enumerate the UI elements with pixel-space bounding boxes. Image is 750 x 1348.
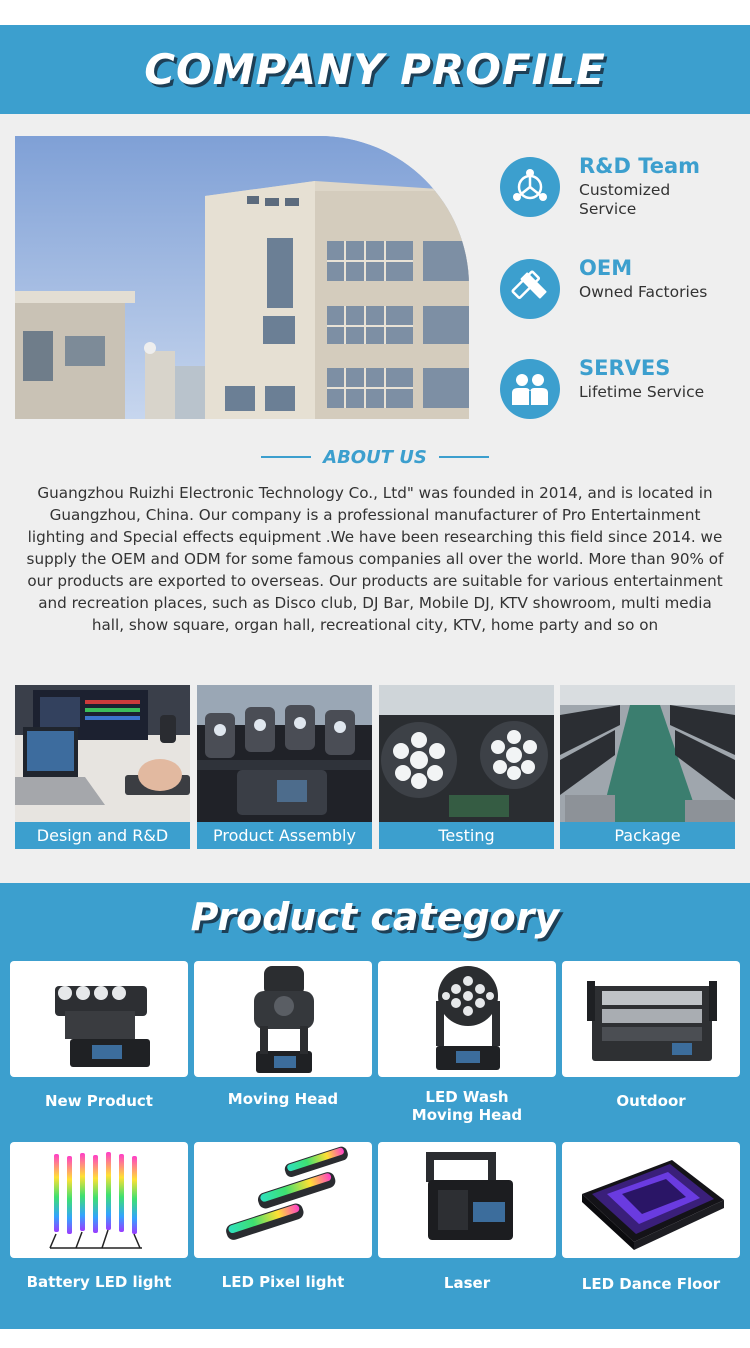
design-rd-photo	[15, 685, 190, 822]
product-card-outdoor[interactable]	[562, 961, 740, 1077]
category-label: LED Dance Floor	[581, 1275, 721, 1293]
company-profile-banner	[0, 25, 750, 114]
package-photo	[560, 685, 735, 822]
feature-serves	[500, 356, 740, 421]
process-design-rd	[15, 685, 190, 849]
testing-photo	[379, 685, 554, 822]
moving-head-image	[194, 961, 372, 1077]
product-card-led-wash[interactable]	[378, 961, 556, 1077]
divider	[439, 456, 489, 458]
about-us-title: ABOUT US	[323, 446, 427, 468]
product-card-led-pixel[interactable]	[194, 1142, 372, 1258]
product-category-section	[0, 883, 750, 1329]
process-label: Design and R&D	[15, 822, 190, 849]
product-card-laser[interactable]	[378, 1142, 556, 1258]
process-testing	[379, 685, 554, 849]
process-product-assembly	[197, 685, 372, 849]
battery-led-image	[10, 1142, 188, 1258]
process-package	[560, 685, 735, 849]
led-pixel-image	[194, 1142, 372, 1258]
feature-subtitle: Customized Service	[579, 181, 671, 218]
divider	[261, 456, 311, 458]
process-label: Package	[560, 822, 735, 849]
outdoor-image	[562, 961, 740, 1077]
product-card-battery-led[interactable]	[10, 1142, 188, 1258]
company-profile-title: COMPANY PROFILE	[144, 45, 606, 94]
category-label: Outdoor	[616, 1092, 686, 1110]
building-illustration	[15, 136, 469, 419]
factory-building-photo	[15, 136, 469, 419]
about-us-text: Guangzhou Ruizhi Electronic Technology Co., Ltd" was founded in 2014, and is located in Guangzhou, China. Our company is a professional manufacturer of Pro Entertainment lighting and Special effects equipment .We have been researching this field since 2014. we supply the OEM and ODM for some famous companies all over the world. More than 90% of our products are exported to overseas. Our products are suitable for various entertainment and recreation places, such as Disco club, DJ Bar, Mobile DJ, KTV showroom, multi media hall, show square, organ hall, recreational city, KTV, home party and so on	[26, 484, 724, 634]
category-label: LED Pixel light	[221, 1273, 345, 1291]
laser-image	[378, 1142, 556, 1258]
product-card-led-dance-floor[interactable]	[562, 1142, 740, 1258]
new-product-image	[10, 961, 188, 1077]
led-dance-floor-image	[562, 1142, 740, 1258]
feature-subtitle: Owned Factories	[579, 283, 708, 301]
about-us-heading	[0, 445, 750, 469]
category-label: New Product	[45, 1092, 153, 1110]
process-label: Product Assembly	[197, 822, 372, 849]
feature-title: SERVES	[579, 356, 671, 380]
category-label: Moving Head	[227, 1090, 339, 1108]
feature-title: OEM	[579, 256, 633, 280]
feature-oem	[500, 256, 740, 321]
product-card-moving-head[interactable]	[194, 961, 372, 1077]
product-category-title: Product category	[190, 895, 560, 939]
bottom-margin	[0, 1329, 750, 1348]
category-label: LED Wash Moving Head	[411, 1088, 523, 1124]
category-label: Laser	[443, 1274, 491, 1292]
pencil-ruler-icon	[500, 259, 560, 319]
people-icon	[500, 359, 560, 419]
process-label: Testing	[379, 822, 554, 849]
feature-title: R&D Team	[579, 154, 701, 178]
product-card-new-product[interactable]	[10, 961, 188, 1077]
feature-rd-team	[500, 154, 740, 219]
company-profile-section	[0, 25, 750, 883]
category-label: Battery LED light	[26, 1273, 172, 1291]
led-wash-image	[378, 961, 556, 1077]
feature-subtitle: Lifetime Service	[579, 383, 705, 401]
product-assembly-photo	[197, 685, 372, 822]
network-icon	[500, 157, 560, 217]
